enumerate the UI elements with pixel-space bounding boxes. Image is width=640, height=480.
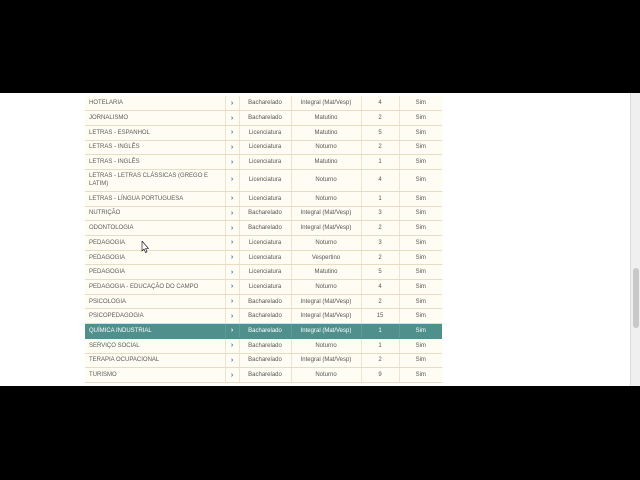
degree-cell: Licenciatura (239, 280, 291, 295)
row-arrow-icon[interactable]: › (225, 221, 239, 236)
seats-cell: 4 (361, 169, 399, 191)
degree-cell: Licenciatura (239, 265, 291, 280)
seats-cell: 3 (361, 206, 399, 221)
degree-cell: Bacharelado (239, 338, 291, 353)
seats-cell: 1 (361, 338, 399, 353)
degree-cell: Bacharelado (239, 206, 291, 221)
seats-cell: 2 (361, 250, 399, 265)
mouse-pointer-icon (141, 241, 149, 253)
shift-cell: Noturno (291, 368, 361, 383)
available-cell: Sim (399, 111, 442, 126)
table-row[interactable] (85, 250, 442, 265)
table-row[interactable] (85, 221, 442, 236)
course-name-cell[interactable]: LETRAS - LÍNGUA PORTUGUESA (85, 191, 225, 206)
shift-cell: Integral (Mat/Vesp) (291, 221, 361, 236)
row-arrow-icon[interactable]: › (225, 280, 239, 295)
degree-cell: Bacharelado (239, 368, 291, 383)
seats-cell: 2 (361, 111, 399, 126)
row-arrow-icon[interactable]: › (225, 169, 239, 191)
degree-cell: Bacharelado (239, 294, 291, 309)
seats-cell: 4 (361, 96, 399, 111)
available-cell: Sim (399, 221, 442, 236)
course-name-cell[interactable]: QUÍMICA INDUSTRIAL (85, 324, 225, 339)
degree-cell: Bacharelado (239, 111, 291, 126)
course-name-cell[interactable]: PEDAGOGIA (85, 236, 225, 251)
available-cell: Sim (399, 125, 442, 140)
row-arrow-icon[interactable]: › (225, 96, 239, 111)
row-arrow-icon[interactable]: › (225, 338, 239, 353)
degree-cell: Bacharelado (239, 324, 291, 339)
shift-cell: Integral (Mat/Vesp) (291, 353, 361, 368)
course-name-cell[interactable]: HOTELARIA (85, 96, 225, 111)
table-row[interactable] (85, 96, 442, 111)
row-arrow-icon[interactable]: › (225, 294, 239, 309)
available-cell: Sim (399, 368, 442, 383)
shift-cell: Matutino (291, 125, 361, 140)
seats-cell: 1 (361, 155, 399, 170)
vertical-scrollbar[interactable] (630, 93, 640, 386)
shift-cell: Noturno (291, 338, 361, 353)
available-cell: Sim (399, 155, 442, 170)
row-arrow-icon[interactable]: › (225, 140, 239, 155)
seats-cell: 9 (361, 368, 399, 383)
row-arrow-icon[interactable]: › (225, 309, 239, 324)
degree-cell: Licenciatura (239, 191, 291, 206)
degree-cell: Bacharelado (239, 353, 291, 368)
degree-cell: Licenciatura (239, 236, 291, 251)
table-row[interactable] (85, 309, 442, 324)
seats-cell: 2 (361, 353, 399, 368)
shift-cell: Integral (Mat/Vesp) (291, 294, 361, 309)
row-arrow-icon[interactable]: › (225, 324, 239, 339)
course-name-cell[interactable]: ODONTOLOGIA (85, 221, 225, 236)
available-cell: Sim (399, 265, 442, 280)
table-row[interactable] (85, 191, 442, 206)
row-arrow-icon[interactable]: › (225, 125, 239, 140)
shift-cell: Noturno (291, 169, 361, 191)
degree-cell: Bacharelado (239, 221, 291, 236)
table-row[interactable] (85, 368, 442, 383)
course-name-cell[interactable]: LETRAS - LETRAS CLÁSSICAS (GREGO E LATIM) (85, 169, 225, 191)
seats-cell: 2 (361, 294, 399, 309)
table-row[interactable] (85, 280, 442, 295)
seats-cell: 2 (361, 140, 399, 155)
table-row[interactable] (85, 169, 442, 191)
course-name-cell[interactable]: PEDAGOGIA (85, 265, 225, 280)
course-name-cell[interactable]: PSICOPEDAGOGIA (85, 309, 225, 324)
shift-cell: Noturno (291, 140, 361, 155)
seats-cell: 2 (361, 221, 399, 236)
available-cell: Sim (399, 140, 442, 155)
seats-cell: 15 (361, 309, 399, 324)
scrollbar-thumb[interactable] (633, 268, 639, 328)
available-cell: Sim (399, 309, 442, 324)
shift-cell: Noturno (291, 236, 361, 251)
degree-cell: Licenciatura (239, 169, 291, 191)
available-cell: Sim (399, 96, 442, 111)
table-row[interactable] (85, 125, 442, 140)
seats-cell: 1 (361, 324, 399, 339)
course-name-cell[interactable]: PSICOLOGIA (85, 294, 225, 309)
browser-viewport (0, 93, 640, 386)
degree-cell: Bacharelado (239, 96, 291, 111)
degree-cell: Bacharelado (239, 309, 291, 324)
shift-cell: Matutino (291, 111, 361, 126)
table-row[interactable] (85, 111, 442, 126)
table-row[interactable] (85, 140, 442, 155)
available-cell: Sim (399, 280, 442, 295)
degree-cell: Licenciatura (239, 250, 291, 265)
available-cell: Sim (399, 236, 442, 251)
row-arrow-icon[interactable]: › (225, 265, 239, 280)
shift-cell: Matutino (291, 155, 361, 170)
available-cell: Sim (399, 324, 442, 339)
degree-cell: Licenciatura (239, 125, 291, 140)
course-name-cell[interactable]: TURISMO (85, 368, 225, 383)
course-name-cell[interactable]: PEDAGOGIA - EDUCAÇÃO DO CAMPO (85, 280, 225, 295)
shift-cell: Integral (Mat/Vesp) (291, 324, 361, 339)
course-name-cell[interactable]: NUTRIÇÃO (85, 206, 225, 221)
table-row[interactable] (85, 324, 442, 339)
row-arrow-icon[interactable]: › (225, 155, 239, 170)
row-arrow-icon[interactable]: › (225, 236, 239, 251)
course-table (85, 96, 442, 383)
course-name-cell[interactable]: JORNALISMO (85, 111, 225, 126)
table-row[interactable] (85, 353, 442, 368)
available-cell: Sim (399, 294, 442, 309)
table-row[interactable] (85, 338, 442, 353)
seats-cell: 1 (361, 191, 399, 206)
row-arrow-icon[interactable]: › (225, 206, 239, 221)
row-arrow-icon[interactable]: › (225, 111, 239, 126)
available-cell: Sim (399, 353, 442, 368)
available-cell: Sim (399, 338, 442, 353)
seats-cell: 5 (361, 265, 399, 280)
shift-cell: Integral (Mat/Vesp) (291, 96, 361, 111)
shift-cell: Integral (Mat/Vesp) (291, 309, 361, 324)
available-cell: Sim (399, 206, 442, 221)
degree-cell: Licenciatura (239, 155, 291, 170)
course-name-cell[interactable]: SERVIÇO SOCIAL (85, 338, 225, 353)
available-cell: Sim (399, 250, 442, 265)
shift-cell: Vespertino (291, 250, 361, 265)
course-name-cell[interactable]: LETRAS - ESPANHOL (85, 125, 225, 140)
degree-cell: Licenciatura (239, 140, 291, 155)
seats-cell: 5 (361, 125, 399, 140)
row-arrow-icon[interactable]: › (225, 250, 239, 265)
course-table-body (85, 96, 442, 382)
course-name-cell[interactable]: PEDAGOGIA (85, 250, 225, 265)
shift-cell: Noturno (291, 191, 361, 206)
seats-cell: 4 (361, 280, 399, 295)
shift-cell: Noturno (291, 280, 361, 295)
table-row[interactable] (85, 294, 442, 309)
row-arrow-icon[interactable]: › (225, 353, 239, 368)
seats-cell: 3 (361, 236, 399, 251)
course-table-container (85, 96, 442, 383)
course-name-cell[interactable]: LETRAS - INGLÊS (85, 155, 225, 170)
row-arrow-icon[interactable]: › (225, 191, 239, 206)
table-row[interactable] (85, 155, 442, 170)
course-name-cell[interactable]: TERAPIA OCUPACIONAL (85, 353, 225, 368)
table-row[interactable] (85, 265, 442, 280)
table-row[interactable] (85, 206, 442, 221)
shift-cell: Integral (Mat/Vesp) (291, 206, 361, 221)
shift-cell: Matutino (291, 265, 361, 280)
course-name-cell[interactable]: LETRAS - INGLÊS (85, 140, 225, 155)
available-cell: Sim (399, 169, 442, 191)
row-arrow-icon[interactable]: › (225, 368, 239, 383)
available-cell: Sim (399, 191, 442, 206)
table-row[interactable] (85, 236, 442, 251)
